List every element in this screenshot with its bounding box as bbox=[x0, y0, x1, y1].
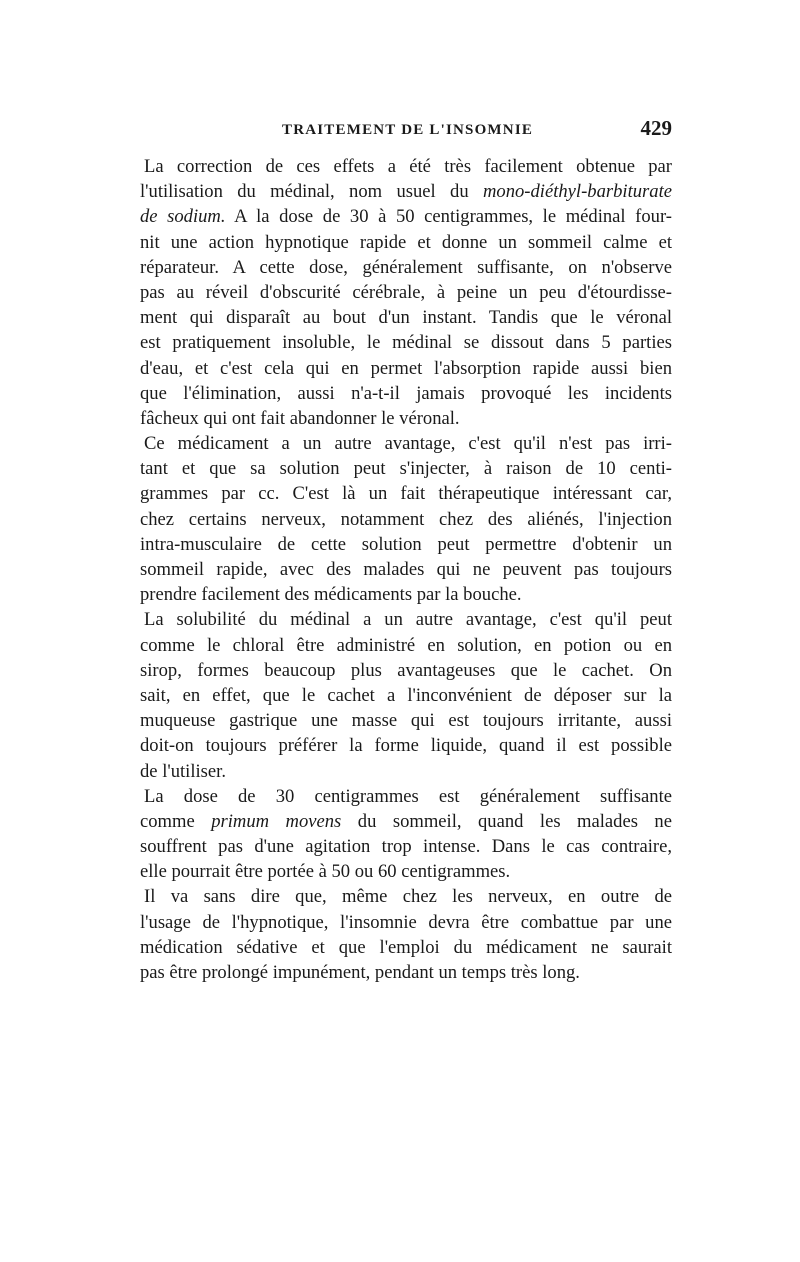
text-line: doit-on toujours préférer la forme liquide, quand il est possible bbox=[140, 735, 672, 757]
text-line: sirop, formes beaucoup plus avantageuses que le cachet. On bbox=[140, 659, 672, 681]
text-line: l'utilisation du médinal, nom usuel du mono-diéthyl-barbiturate bbox=[140, 181, 672, 203]
page-number: 429 bbox=[640, 116, 672, 140]
text-line: d'eau, et c'est cela qui en permet l'absorption rapide aussi bien bbox=[140, 357, 672, 379]
paragraph-5 bbox=[140, 884, 672, 985]
text-line: tant et que sa solution peut s'injecter, à raison de 10 centi- bbox=[140, 458, 672, 480]
text-line: pas être prolongé impunément, pendant un temps très long. bbox=[140, 962, 580, 983]
text-line: La dose de 30 centigrammes est généralement suffisante bbox=[144, 785, 672, 807]
text-line: l'usage de l'hypnotique, l'insomnie devra être combattue par une bbox=[140, 911, 672, 933]
text-line: La correction de ces effets a été très facilement obtenue par bbox=[144, 156, 672, 177]
running-head bbox=[140, 116, 672, 146]
text-line: sait, en effet, que le cachet a l'inconvénient de déposer sur la bbox=[140, 684, 672, 706]
text-line: pas au réveil d'obscurité cérébrale, à peine un peu d'étourdisse- bbox=[140, 281, 672, 303]
text-line: est pratiquement insoluble, le médinal se dissout dans 5 parties bbox=[140, 332, 672, 354]
text-line: médication sédative et que l'emploi du médicament ne saurait bbox=[140, 936, 672, 958]
text-line: La solubilité du médinal a un autre avantage, c'est qu'il peut bbox=[144, 609, 672, 631]
text-line: muqueuse gastrique une masse qui est toujours irritante, aussi bbox=[140, 710, 672, 732]
text-line: chez certains nerveux, notamment chez des aliénés, l'injection bbox=[140, 508, 672, 530]
text-line: prendre facilement des médicaments par la bouche. bbox=[140, 584, 522, 606]
text-line: nit une action hypnotique rapide et donne un sommeil calme et bbox=[140, 231, 672, 253]
body-text bbox=[140, 154, 672, 985]
text-line: comme primum movens du sommeil, quand les malades ne bbox=[140, 810, 672, 832]
text-line: réparateur. A cette dose, généralement suffisante, on n'observe bbox=[140, 256, 672, 278]
text-line: intra-musculaire de cette solution peut permettre d'obtenir un bbox=[140, 533, 672, 555]
text-line: de sodium. A la dose de 30 à 50 centigrammes, le médinal four- bbox=[140, 206, 672, 228]
text-line: Ce médicament a un autre avantage, c'est qu'il n'est pas irri- bbox=[144, 433, 672, 455]
text-line: elle pourrait être portée à 50 ou 60 centigrammes. bbox=[140, 861, 511, 883]
text-line: grammes par cc. C'est là un fait thérapeutique intéressant car, bbox=[140, 483, 672, 505]
text-line: sommeil rapide, avec des malades qui ne peuvent pas toujours bbox=[140, 559, 672, 580]
text-line: fâcheux qui ont fait abandonner le véronal. bbox=[140, 407, 460, 429]
paragraph-3 bbox=[140, 607, 672, 783]
paragraph-2 bbox=[140, 431, 672, 607]
text-line: souffrent pas d'une agitation trop intense. Dans le cas contraire, bbox=[140, 836, 672, 858]
text-line: de l'utiliser. bbox=[140, 760, 226, 782]
text-line: ment qui disparaît au bout d'un instant. Tandis que le véronal bbox=[140, 307, 672, 329]
text-line: comme le chloral être administré en solution, en potion ou en bbox=[140, 634, 672, 656]
running-title: TRAITEMENT DE L'INSOMNIE bbox=[282, 122, 534, 138]
text-line: Il va sans dire que, même chez les nerveux, en outre de bbox=[144, 886, 672, 908]
paragraph-1 bbox=[140, 154, 672, 431]
paragraph-4 bbox=[140, 784, 672, 885]
text-line: que l'élimination, aussi n'a-t-il jamais provoqué les incidents bbox=[140, 382, 672, 404]
